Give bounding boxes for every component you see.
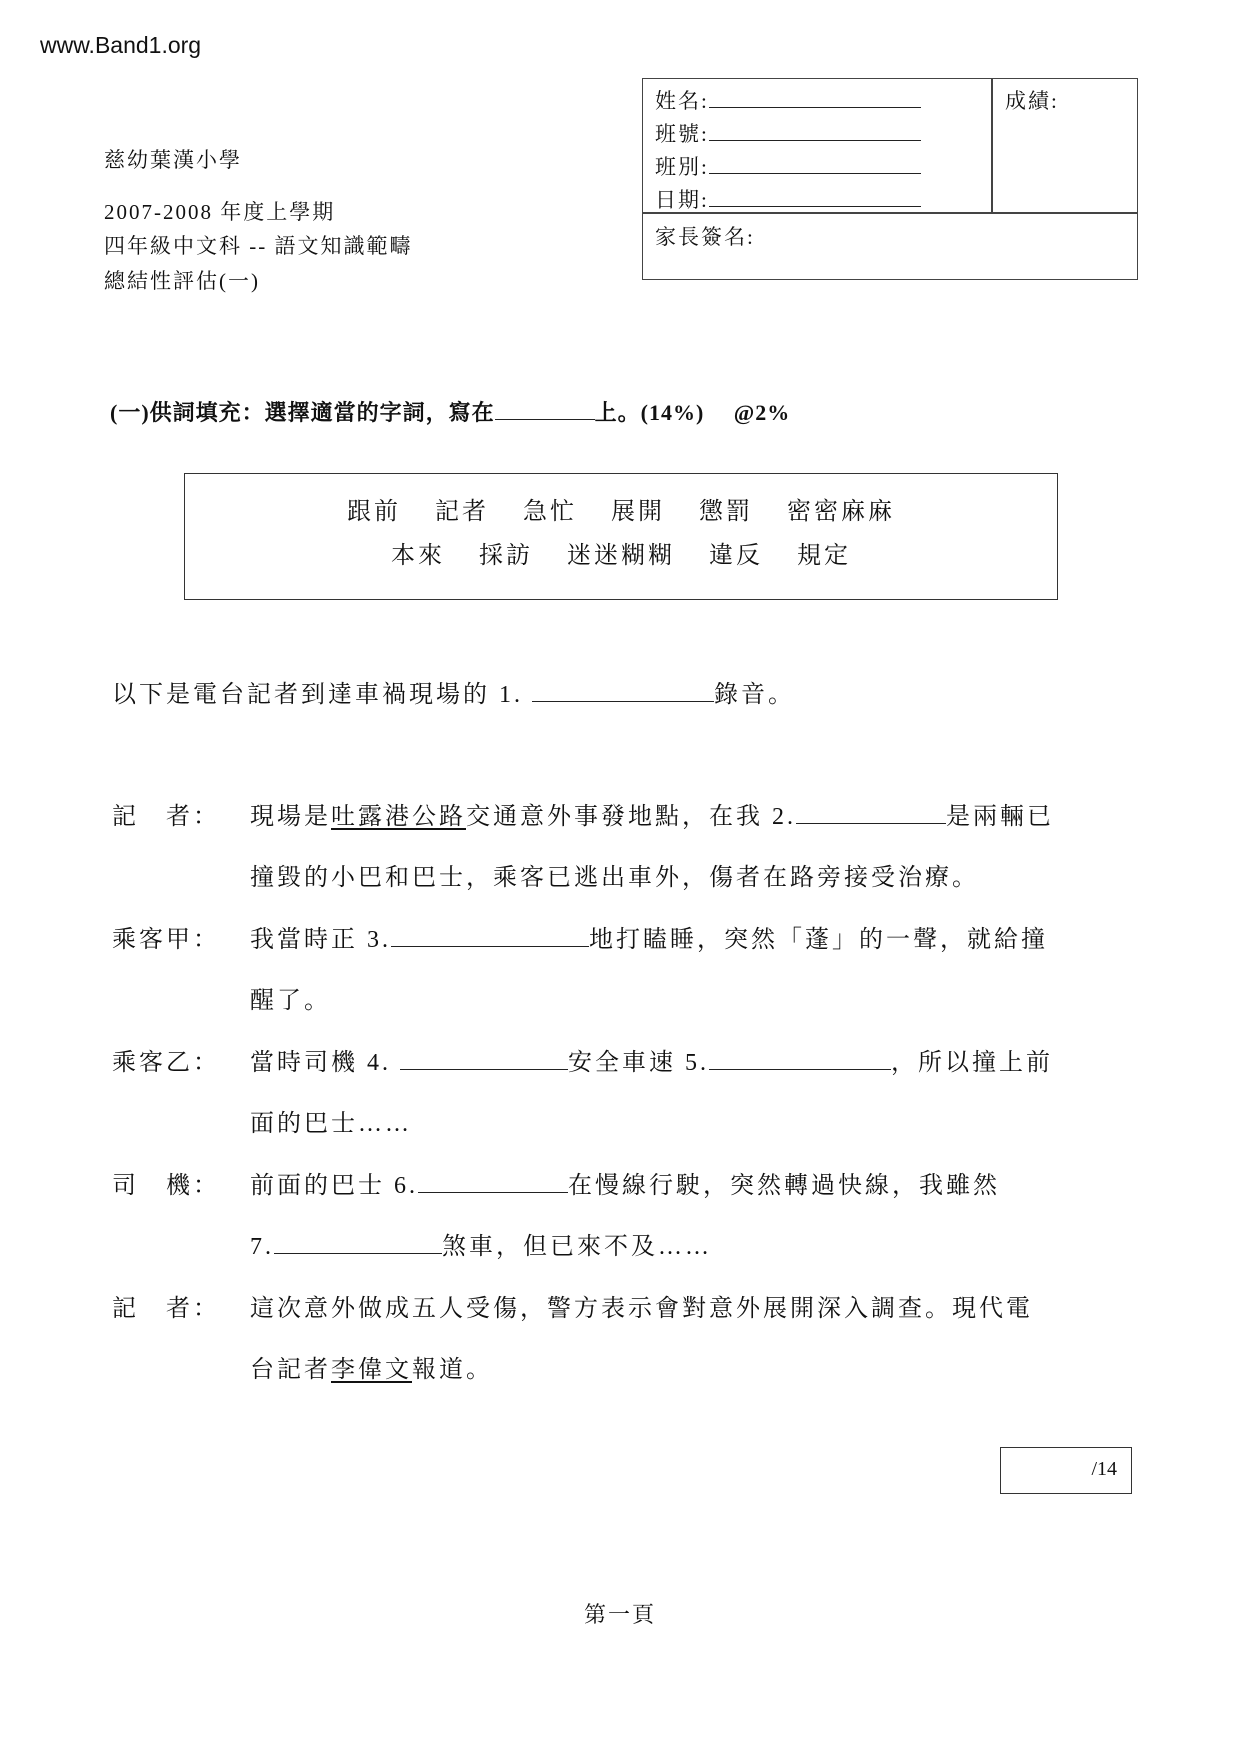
student-info-box [642, 78, 1138, 280]
dialogue-line: 當時司機 4. 安全車速 5. ，所以撞上前 [250, 1050, 1053, 1076]
dialogue-line: 撞毀的小巴和巴士，乘客已逃出車外，傷者在路旁接受治療。 [250, 865, 979, 891]
speaker-label: 乘客甲： [112, 927, 220, 953]
dialogue-line: 前面的巴士 6. 在慢線行駛，突然轉過快線，我雖然 [250, 1173, 1000, 1199]
word: 展開 [611, 499, 665, 525]
word: 記者 [435, 499, 489, 525]
dialogue-line: 我當時正 3. 地打瞌睡，突然「蓬」的一聲，就給撞 [250, 927, 1048, 953]
page-number: 第一頁 [583, 1602, 656, 1627]
name-field[interactable]: 姓名: [655, 85, 921, 115]
subject: 四年級中文科 -- 語文知識範疇 [104, 234, 413, 258]
dialogue-line: 7. 煞車，但已來不及…… [250, 1234, 712, 1260]
word: 跟前 [347, 499, 401, 525]
word: 本來 [391, 543, 445, 569]
term: 2007-2008 年度上學期 [104, 200, 336, 224]
word: 迷迷糊糊 [567, 543, 675, 569]
word: 採訪 [479, 543, 533, 569]
speaker-label: 記 者： [112, 804, 220, 830]
dialogue-line: 這次意外做成五人受傷，警方表示會對意外展開深入調查。現代電 [250, 1296, 1033, 1322]
intro-line: 以下是電台記者到達車禍現場的 1. 錄音。 [112, 682, 795, 708]
date-field[interactable]: 日期: [655, 184, 921, 214]
blank-6[interactable] [418, 1172, 568, 1193]
dialogue-line: 面的巴士…… [250, 1111, 412, 1137]
section-score-box: /14 [1000, 1447, 1132, 1494]
blank-7[interactable] [274, 1233, 442, 1254]
school-name: 慈幼葉漢小學 [104, 148, 242, 172]
assessment-title: 總結性評估(一) [104, 269, 260, 293]
word: 懲罰 [699, 499, 753, 525]
parent-signature-label: 家長簽名: [655, 225, 755, 249]
dialogue-line: 醒了。 [250, 988, 331, 1014]
blank-1[interactable] [532, 681, 714, 702]
word: 急忙 [523, 499, 577, 525]
word: 規定 [797, 543, 851, 569]
word: 密密麻麻 [787, 499, 895, 525]
blank-4[interactable] [400, 1049, 568, 1070]
blank-2[interactable] [796, 803, 946, 824]
word: 違反 [709, 543, 763, 569]
speaker-label: 司 機： [112, 1173, 220, 1199]
section-heading: (一)供詞填充：選擇適當的字詞，寫在 上。(14%) @2% [110, 400, 791, 425]
word-bank [184, 473, 1058, 600]
speaker-label: 乘客乙： [112, 1050, 220, 1076]
blank-sample [495, 401, 595, 420]
score-label: 成績: [1005, 89, 1059, 113]
site-watermark: www.Band1.org [40, 32, 202, 58]
dialogue-line: 台記者李偉文報道。 [250, 1357, 493, 1383]
class-field[interactable]: 班別: [655, 151, 921, 181]
blank-3[interactable] [391, 926, 589, 947]
dialogue-line: 現場是吐露港公路交通意外事發地點，在我 2. 是兩輛已 [250, 804, 1054, 830]
class-no-field[interactable]: 班號: [655, 118, 921, 148]
speaker-label: 記 者： [112, 1296, 220, 1322]
blank-5[interactable] [709, 1049, 891, 1070]
divider [991, 79, 993, 212]
